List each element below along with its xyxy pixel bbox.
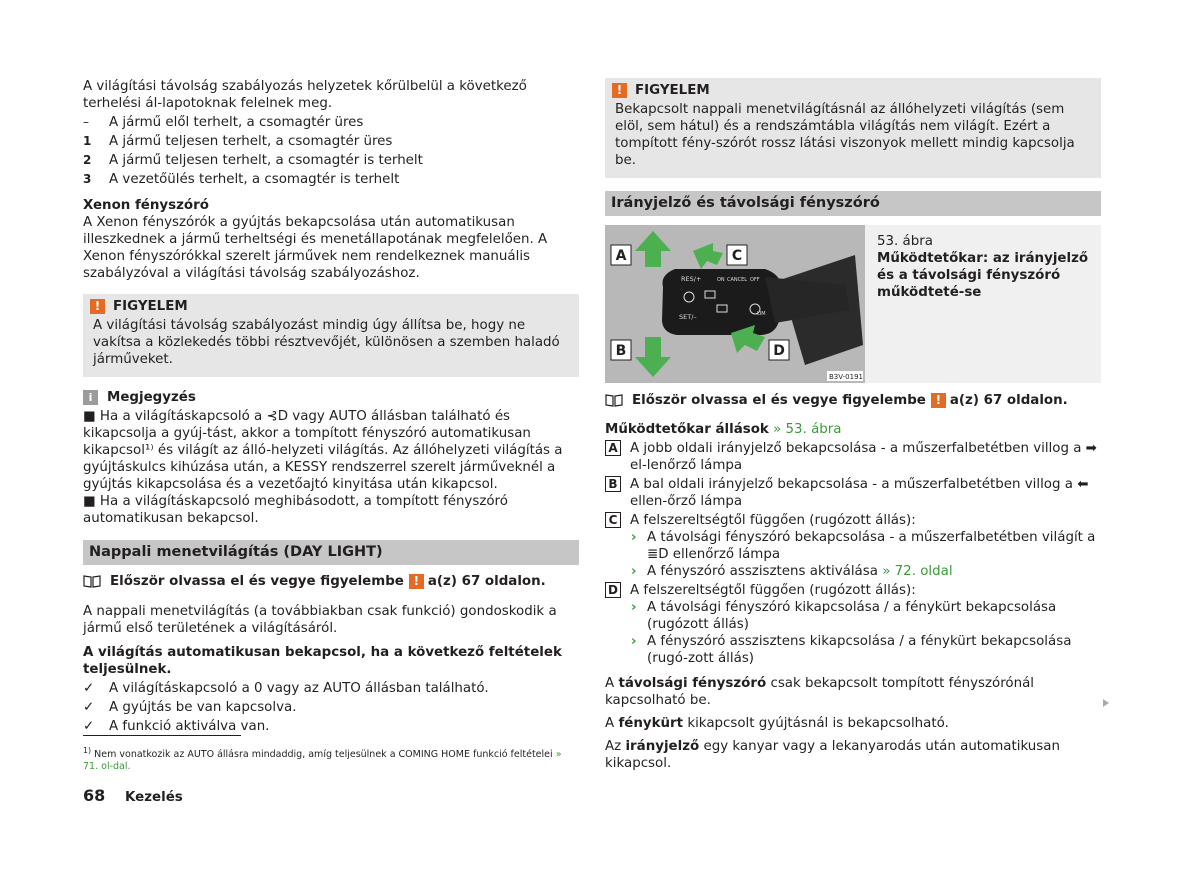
figure (605, 225, 1101, 383)
svg-text:A: A (615, 248, 627, 264)
figure-image (605, 225, 865, 383)
read-first-line (83, 573, 579, 590)
stalk-illustration (605, 225, 865, 383)
warning-header (612, 82, 1091, 99)
positions-heading (605, 421, 1101, 438)
check-icon: ✓ (83, 700, 95, 715)
warning-header (90, 298, 569, 315)
list-item (83, 718, 579, 735)
warning-icon: ! (90, 299, 105, 314)
paragraph-flasher (605, 715, 1101, 732)
svg-text:C: C (731, 248, 743, 264)
right-column (605, 78, 1101, 772)
section-heading: Irányjelző és távolsági fényszóró (605, 191, 1101, 216)
list-text: A vezetőülés terhelt, a csomagtér is terhelt (109, 172, 400, 187)
footnote (83, 745, 579, 773)
text-span: Az (605, 739, 622, 754)
warning-title: FIGYELEM (113, 299, 188, 314)
paragraph-high-beam (605, 675, 1101, 709)
list-item (605, 512, 1101, 529)
warning-icon: ! (931, 393, 946, 408)
list-text: A világításkapcsoló a 0 vagy az AUTO állásban található. (109, 681, 489, 696)
text-bold: távolsági fényszóró (618, 676, 767, 691)
page-section: Kezelés (125, 790, 183, 805)
book-icon (83, 575, 101, 588)
list-text: A jobb oldali irányjelző bekapcsolása - a műszerfalbetétben villog a ➡ el-lenőrző lámpa (630, 441, 1097, 473)
list-item (605, 440, 1101, 474)
text-span: A (605, 716, 615, 731)
footnote-text: Nem vonatkozik az AUTO állásra mindaddig, amíg teljesülnek a COMING HOME funkció feltételei (94, 749, 553, 761)
position-label: A (605, 440, 621, 456)
lever-label-lim: LIM (757, 311, 766, 317)
sub-item (605, 529, 1101, 563)
page-link[interactable]: » 72. oldal (882, 564, 953, 579)
chevron-right-icon: › (631, 530, 637, 545)
position-label: C (605, 512, 621, 528)
info-icon: i (83, 390, 98, 405)
list-text: A funkció aktiválva van. (109, 719, 270, 734)
chevron-right-icon: › (631, 634, 637, 649)
sub-item-text-wrap (647, 563, 953, 580)
warning-text: Bekapcsolt nappali menetvilágításnál az állóhelyzeti világítás (sem elöl, sem hátul) és a rendszámtábla világítás nem világít. Ezért a tompított fény-szórót rossz látási viszonyok mellett mindig kapcsolja be. (615, 102, 1075, 168)
list-item (83, 133, 579, 150)
positions-title: Működtetőkar állások (605, 422, 769, 437)
text-span: egy kanyar vagy a lekanyarodás után automatikusan kikapcsol. (605, 739, 1060, 771)
read-first-text: Először olvassa el és vegye figyelembe (110, 574, 404, 589)
svg-text:B: B (615, 343, 627, 359)
sub-item-text: A távolsági fényszóró kikapcsolása / a fénykürt bekapcsolása (rugózott állás) (647, 600, 1057, 632)
day-light-text: A nappali menetvilágítás (a továbbiakban csak funkció) gondoskodik a jármű első területének a világításáról. (83, 604, 557, 636)
read-first-page: a(z) 67 oldalon. (949, 393, 1068, 408)
lever-label-set: SET/– (679, 313, 697, 321)
list-text: A gyújtás be van kapcsolva. (109, 700, 297, 715)
figure-number: 53. ábra (877, 234, 933, 249)
sub-item-text: A fényszóró asszisztens kikapcsolása / a fénykürt bekapcsolása (rugó-zott állás) (647, 634, 1072, 666)
note-header (83, 389, 579, 406)
list-text: A jármű elől terhelt, a csomagtér üres (109, 115, 364, 130)
text-bold: fénykürt (618, 716, 684, 731)
list-marker: 3 (83, 172, 92, 186)
load-states-list (83, 114, 579, 188)
list-text: A bal oldali irányjelző bekapcsolása - a műszerfalbetétben villog a ⬅ ellen-őrző lámpa (630, 477, 1089, 509)
note-item: ■ Ha a világításkapcsoló a ⊰D vagy AUTO állásban található és kikapcsolja a gyúj-tást, akkor a tompított fényszóró automatikusan kikapcsol¹⁾ és világít az álló-helyzeti világítás. Az állóhelyzeti világítás a gyújtáskulcs kihúzása után, a KESSY rendszerrel szerelt járműveknél a gyújtás kikapcsolása és a vezetőajtó kinyitása után kikapcsol. (83, 409, 563, 492)
figure-label-c (727, 245, 747, 265)
paragraph-indicator (605, 738, 1101, 772)
chevron-right-icon: › (631, 600, 637, 615)
footnote-link[interactable]: » 71. ol-dal. (83, 749, 562, 773)
text-span: kikapcsolt gyújtásnál is bekapcsolható. (687, 716, 949, 731)
text-span: A (605, 676, 615, 691)
read-first-page: a(z) 67 oldalon. (427, 574, 546, 589)
list-item (83, 114, 579, 131)
svg-text:D: D (773, 343, 785, 359)
list-item (83, 699, 579, 716)
list-item (605, 582, 1101, 599)
check-icon: ✓ (83, 681, 95, 696)
list-text: A felszereltségtől függően (rugózott állás): (630, 513, 916, 528)
figure-label-b (611, 340, 631, 360)
read-first-line (605, 392, 1101, 409)
chevron-right-icon: › (631, 564, 637, 579)
xenon-text: A Xenon fényszórók a gyújtás bekapcsolása után automatikusan illeszkednek a jármű terheltségi és menetállapotának megfelelően. A Xenon fényszórókkal szerelt járművek nem rendelkeznek manuális szabályzóval a világítási távolság szabályozáshoz. (83, 215, 548, 281)
figure-label-a (611, 245, 631, 265)
figure-link[interactable]: » 53. ábra (773, 422, 842, 437)
read-first-text: Először olvassa el és vegye figyelembe (632, 393, 926, 408)
list-text: A jármű teljesen terhelt, a csomagtér üres (109, 134, 393, 149)
lever-label-cancel: CANCEL (727, 277, 748, 283)
lever-label-off: OFF (750, 277, 760, 283)
sub-item-text: A fényszóró asszisztens aktiválása (647, 564, 878, 579)
list-marker: 2 (83, 153, 92, 167)
check-icon: ✓ (83, 719, 95, 734)
figure-code: B3V-0191 (829, 373, 863, 381)
text-bold: irányjelző (625, 739, 700, 754)
conditions-list (83, 680, 579, 735)
list-text: A jármű teljesen terhelt, a csomagtér is terhelt (109, 153, 423, 168)
list-item (605, 476, 1101, 510)
list-item (83, 171, 579, 188)
figure-caption-text: Működtetőkar: az irányjelző és a távolsági fényszóró működteté-se (877, 251, 1089, 300)
list-item (83, 680, 579, 697)
section-heading: Nappali menetvilágítás (DAY LIGHT) (83, 540, 579, 565)
text-span: csak bekapcsolt tompított fényszórónál kapcsolható be. (605, 676, 1035, 708)
figure-caption (865, 225, 1101, 383)
continue-arrow-icon (1103, 699, 1109, 707)
warning-box (605, 78, 1101, 178)
positions-list (605, 440, 1101, 667)
warning-text: A világítási távolság szabályozást mindig úgy állítsa be, hogy ne vakítsa a közlekedés többi résztvevőjét, különösen a szemben haladó járműveket. (93, 318, 560, 367)
sub-item-text: A távolsági fényszóró bekapcsolása - a műszerfalbetétben világít a ≣D ellenőrző lámpa (647, 530, 1096, 562)
intro-text: A világítási távolság szabályozás helyzetek kőrülbelül a következő terhelési ál-lapotoknak felelnek meg. (83, 79, 527, 111)
sub-item (605, 599, 1101, 633)
position-label: D (605, 582, 621, 598)
footnote-marker: 1) (83, 746, 92, 755)
note-box (83, 389, 579, 527)
left-column (83, 78, 579, 735)
page-number: 68 (83, 786, 106, 805)
warning-icon: ! (409, 574, 424, 589)
conditions-title: A világítás automatikusan bekapcsol, ha a következő feltételek teljesülnek. (83, 645, 562, 677)
note-item: ■ Ha a világításkapcsoló meghibásodott, a tompított fényszóró automatikusan bekapcsol. (83, 494, 508, 526)
warning-title: FIGYELEM (635, 83, 710, 98)
sub-item (605, 633, 1101, 667)
list-text: A felszereltségtől függően (rugózott állás): (630, 583, 916, 598)
list-marker: – (83, 115, 89, 129)
footnote-divider (83, 735, 241, 736)
warning-box (83, 294, 579, 377)
note-title: Megjegyzés (107, 390, 196, 405)
figure-label-d (769, 340, 789, 360)
position-label: B (605, 476, 621, 492)
lever-label-on: ON (717, 277, 725, 283)
list-item (83, 152, 579, 169)
xenon-title: Xenon fényszóró (83, 198, 209, 213)
lever-label-res: RES/+ (681, 275, 702, 283)
list-marker: 1 (83, 134, 92, 148)
sub-item (605, 563, 1101, 580)
warning-icon: ! (612, 83, 627, 98)
book-icon (605, 394, 623, 407)
